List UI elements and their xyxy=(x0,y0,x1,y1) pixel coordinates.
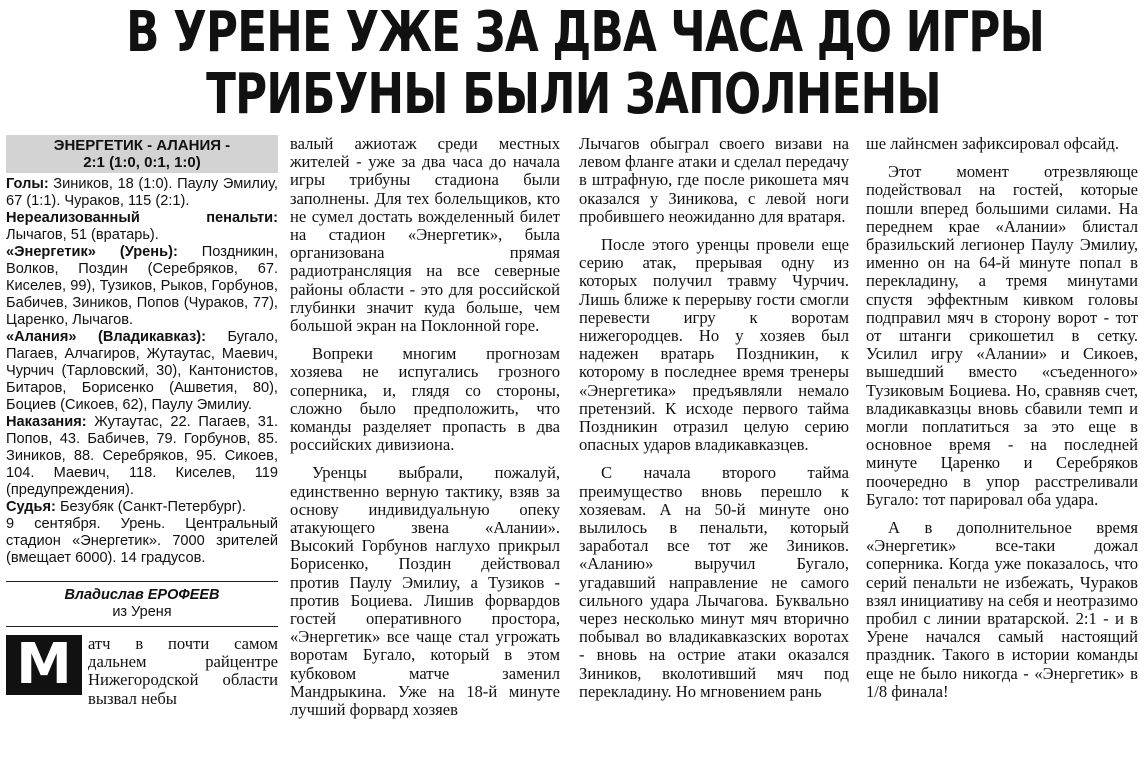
cards-text: Жутаутас, 22. Пагаев, 31. Попов, 43. Бабичев, 79. Горбунов, 85. Зиников, 88. Серебряков, 95. Сикоев, 104. Маевич, 118. Киселев, 119 (предупреждения). xyxy=(6,414,278,498)
article-column-4 xyxy=(866,135,1138,701)
match-score: 2:1 (1:0, 0:1, 1:0) xyxy=(83,154,201,171)
paragraph: Вопреки многим прогнозам хозяева не испугались грозного соперника, и, глядя со стороны, сложно было предположить, что команды разделяет пропасть в два российских дивизиона. xyxy=(290,344,560,455)
paragraph: Лычагов обыграл своего визави на левом фланге атаки и сделал передачу в штрафную, где после рикошета мяч оказался у Зиникова, с левой ноги пробившего неожиданно для вратаря. xyxy=(579,135,849,226)
author-location: из Уреня xyxy=(112,604,172,620)
match-teams: ЭНЕРГЕТИК - АЛАНИЯ - xyxy=(53,137,231,154)
penalty-text: Лычагов, 51 (вратарь). xyxy=(6,227,159,243)
penalty-line xyxy=(6,210,278,244)
goals-line xyxy=(6,176,278,210)
paragraph: валый ажиотаж среди местных жителей - уже за два часа до начала игры трибуны стадиона были заполнены. Для тех болельщиков, кто не сумел достать вожделенный билет на стадион «Энергетик», была организована прямая радиотрансляция на все северные районы области - это для российской глубинки значит куда больше, чем большой экран на Поклонной горе. xyxy=(290,135,560,336)
team1-line xyxy=(6,244,278,329)
divider xyxy=(6,626,278,627)
team1-label: «Энергетик» (Урень): xyxy=(6,244,178,260)
cards-line xyxy=(6,414,278,499)
headline-line-1: В УРЕНЕ УЖЕ ЗА ДВА ЧАСА ДО ИГРЫ xyxy=(126,0,1045,65)
team2-lineup: Бугало, Пагаев, Алчагиров, Жутаутас, Маевич, Чурчич (Тарловский, 30), Кантонистов, Битаров, Борисенко (Ашветия, 80), Боциев (Сикоев, 62), Паулу Эмилиу. xyxy=(6,329,278,413)
referee-line xyxy=(6,499,278,516)
lead-text: атч в почти самом дальнем райцентре Нижегородской области вызвал небы xyxy=(88,634,278,708)
team2-line xyxy=(6,329,278,414)
referee-label: Судья: xyxy=(6,499,56,515)
goals-label: Голы: xyxy=(6,176,49,192)
paragraph: Уренцы выбрали, пожалуй, единственно верную тактику, взяв за основу индивидуальную опеку атакующего звена «Алании». Высокий Горбунов наглухо прикрыл Борисенко, Поздин действовал против Паулу Эмилиу, а Тузиков - против Боциева. Лишив форвардов гостей оперативного простора, «Энергетик» все чаще стал угрожать воротам Бугало, который в этом кубковом матче заменил Мандрыкина. Уже на 18-й минуте лучший форвард хозяев xyxy=(290,463,560,720)
paragraph: ше лайнсмен зафиксировал офсайд. xyxy=(866,135,1120,153)
venue-line: 9 сентября. Урень. Центральный стадион «Энергетик». 7000 зрителей (вмещает 6000). 14 градусов. xyxy=(6,516,278,566)
team1-lineup: Поздникин, Волков, Поздин (Серебряков, 67. Киселев, 99), Тузиков, Рыков, Горбунов, Бабичев, Зиников, Попов (Чураков, 77), Царенко, Лычагов. xyxy=(6,244,278,328)
referee-text: Безубяк (Санкт-Петербург). xyxy=(55,499,246,515)
drop-cap: М xyxy=(6,635,82,695)
byline xyxy=(6,581,278,621)
article-column-2 xyxy=(290,135,560,719)
article-column-3 xyxy=(579,135,849,701)
paragraph: А в дополнительное время «Энергетик» все-таки дожал соперника. Когда уже показалось, что серий пенальти не избежать, Чураков взял инициативу на себя и неотразимо пробил с линии вратарской. 2:1 - и в Урене начался самый настоящий праздник. Такого в истории команды еще не было никогда - «Энергетик» в 1/8 финала! xyxy=(866,518,1138,701)
paragraph: После этого уренцы провели еще серию атак, прерывая одну из которых получил травму Чурчич. Лишь ближе к перерыву гости смогли перевести игру к воротам нижегородцев. Но у хозяев был надежен вратарь Поздникин, к которому в последнее время тренеры «Энергетика» предъявляли немало претензий. К исходе первого тайма Поздникин отразил целую серию опасных ударов владикавказцев. xyxy=(579,235,849,455)
article-lead xyxy=(6,632,278,708)
match-report-column xyxy=(6,135,278,708)
paragraph: С начала второго тайма преимущество вновь перешло к хозяевам. А на 50-й минуте оно вылилось в пенальти, который заработал все тот же Зиников. «Аланию» выручил Бугало, угадавший направление не самого сильного удара Лычагова. Буквально через несколько минут мяч вторично побывал во владикавказских воротах - вновь на острие атаки оказался Зиников, вколотивший мяч под перекладину. Но мгновением рань xyxy=(579,463,849,701)
score-box xyxy=(6,135,278,173)
penalty-label: Нереализованный пенальти: xyxy=(6,210,278,226)
headline-line-2: ТРИБУНЫ БЫЛИ ЗАПОЛНЕНЫ xyxy=(206,62,941,127)
author-name: Владислав ЕРОФЕЕВ xyxy=(64,587,220,603)
cards-label: Наказания: xyxy=(6,414,87,430)
paragraph: Этот момент отрезвляюще подействовал на гостей, которые пошли вперед большими силами. На переднем крае «Алании» блистал бразильский легионер Паулу Эмилиу, именно он на 64-й минуте попал в перекладину, а тремя минутами спустя эффектным кивком головы подправил мяч в сторону ворот - тот от штанги срикошетил в сетку. Усилил игру «Алании» и Сикоев, вышедший вместо «съеденного» Тузиковым Боциева. Но, сравняв счет, владикавказцы вновь сбавили темп и могли поплатиться за это еще в основное время - на последней минуте Царенко и Серебряков поочередно в упор расстреливали Бугало: тот парировал оба удара. xyxy=(866,162,1138,509)
headline xyxy=(126,0,1045,127)
goals-text: Зиников, 18 (1:0). Паулу Эмилиу, 67 (1:1). Чураков, 115 (2:1). xyxy=(6,176,278,209)
team2-label: «Алания» (Владикавказ): xyxy=(6,329,206,345)
